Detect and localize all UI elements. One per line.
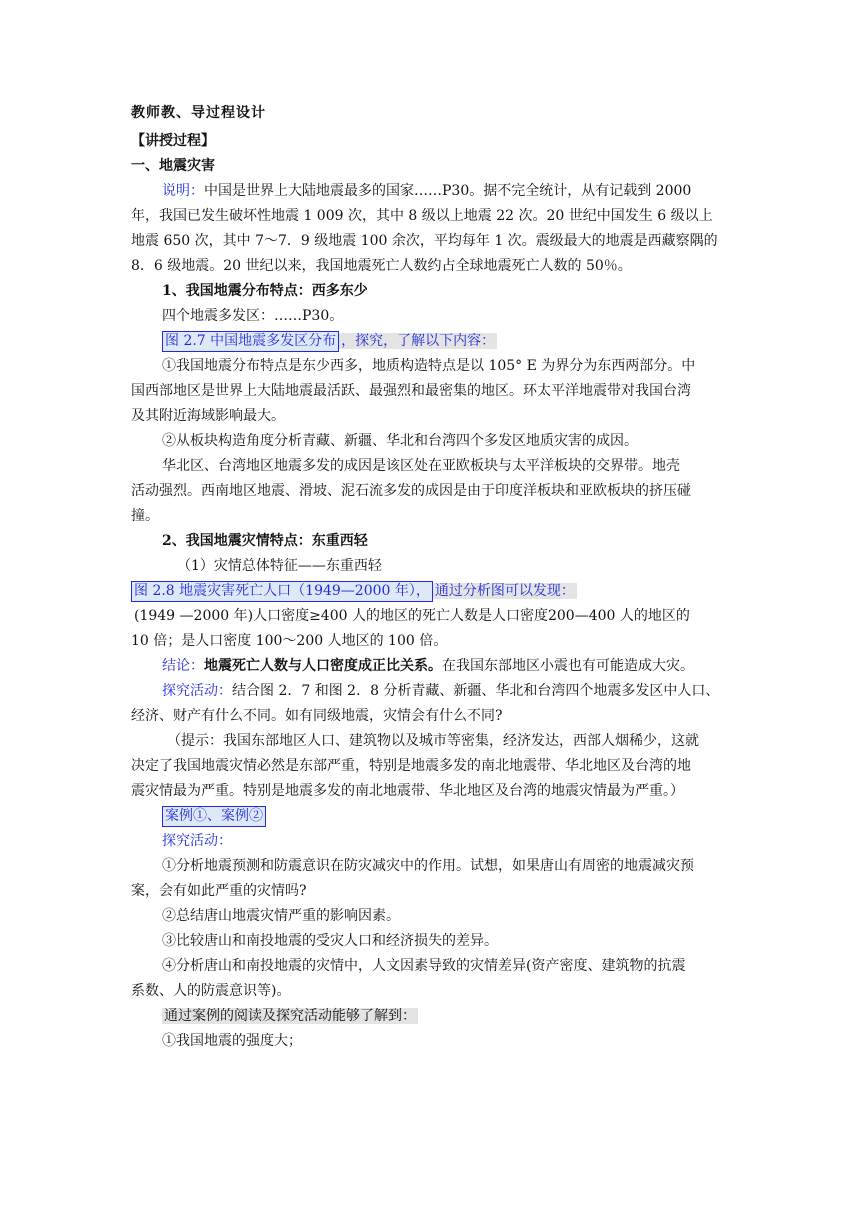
intro-text: 中国是世界上大陆地震最多的国家……P30。据不完全统计，从有记载到 2000 xyxy=(204,183,692,199)
conclusion-rest: 在我国东部地区小震也有可能造成大灾。 xyxy=(442,658,694,674)
document-body xyxy=(131,101,733,1054)
intro-label: 说明： xyxy=(162,183,204,199)
question-4-line-1: ④分析唐山和南投地震的灾情中，人文因素导致的灾情差异(资产密度、建筑物的抗震 xyxy=(162,958,686,974)
conclusion-line xyxy=(131,654,733,679)
question-2: ②总结唐山地震灾情严重的影响因素。 xyxy=(162,908,400,924)
explore-line-2: 经济、财产有什么不同。如有同级地震，灾情会有什么不同? xyxy=(131,708,503,724)
cases-line xyxy=(131,804,733,829)
conclusion-label: 结论： xyxy=(162,658,204,674)
zones-line: 四个地震多发区：……P30。 xyxy=(162,308,344,324)
figure-2-7-link[interactable]: 图 2.7 中国地震多发区分布 xyxy=(162,331,339,352)
stat-line-1: (1949 —2000 年)人口密度≥400 人的地区的死亡人数是人口密度200—400 人的地区的 xyxy=(134,608,690,624)
figure-2-7-suffix: ，探究，了解以下内容： xyxy=(341,333,496,349)
figure-2-8-line xyxy=(131,579,733,604)
question-3: ③比较唐山和南投地震的受灾人口和经济损失的差异。 xyxy=(162,933,498,949)
explore-label: 探究活动： xyxy=(162,683,232,699)
cause-line-2: 活动强烈。西南地区地震、滑坡、泥石流多发的成因是由于印度洋板块和亚欧板块的挤压碰 xyxy=(131,483,691,499)
point-1-line-1: ①我国地震分布特点是东少西多，地质构造特点是以 105° E 为界分为东西两部分。中 xyxy=(162,358,696,374)
question-1-line-2: 案，会有如此严重的灾情吗? xyxy=(131,883,307,899)
explore-text: 结合图 2．7 和图 2．8 分析青藏、新疆、华北和台湾四个地震多发区中人口、 xyxy=(232,683,720,699)
hint-line-1: （提示：我国东部地区人口、建筑物以及城市等密集，经济发达，西部人烟稀少，这就 xyxy=(167,733,699,749)
intro-line-3: 地震 650 次，其中 7～7．9 级地震 100 余次，平均每年 1 次。震级最大的地震是西藏察隅的 xyxy=(131,233,718,249)
learn-item-1: ①我国地震的强度大； xyxy=(162,1033,302,1049)
hint-line-2: 决定了我国地震灾情必然是东部严重，特别是地震多发的南北地震带、华北地区及台湾的地 xyxy=(131,758,691,774)
question-1-line-1: ①分析地震预测和防震意识在防灾减灾中的作用。试想，如果唐山有周密的地震减灾预 xyxy=(162,858,694,874)
subsection-2-title: 2、我国地震灾情特点：东重西轻 xyxy=(162,533,368,549)
conclusion-bold: 地震死亡人数与人口密度成正比关系。 xyxy=(204,658,442,674)
stat-line-2: 10 倍；是人口密度 100～200 人地区的 100 倍。 xyxy=(131,633,448,649)
page-heading: 教师教、导过程设计 xyxy=(131,105,266,121)
intro-line-1 xyxy=(131,179,733,204)
cause-line-3: 撞。 xyxy=(131,508,159,524)
cause-line-1: 华北区、台湾地区地震多发的成因是该区处在亚欧板块与太平洋板块的交界带。地壳 xyxy=(162,458,680,474)
explore2-label: 探究活动： xyxy=(162,833,232,849)
section-title: 一、地震灾害 xyxy=(131,158,215,174)
process-label: 【讲授过程】 xyxy=(131,133,215,149)
subsection-1-title: 1、我国地震分布特点：西多东少 xyxy=(162,283,368,299)
point-1-line-2: 国西部地区是世界上大陆地震最活跃、最强烈和最密集的地区。环太平洋地震带对我国台湾 xyxy=(131,383,691,399)
intro-line-2: 年，我国已发生破坏性地震 1 009 次，其中 8 级以上地震 22 次。20 世纪中国发生 6 级以上 xyxy=(131,208,713,224)
explore-line-1 xyxy=(131,679,733,704)
figure-2-7-line xyxy=(131,329,733,354)
question-4-line-2: 系数、人的防震意识等)。 xyxy=(131,983,291,999)
point-2-line: ②从板块构造角度分析青藏、新疆、华北和台湾四个多发区地质灾害的成因。 xyxy=(162,433,638,449)
hint-line-3: 震灾情最为严重。特别是地震多发的南北地震带、华北地区及台湾的地震灾情最为严重。） xyxy=(131,783,684,799)
learn-text: 通过案例的阅读及探究活动能够了解到： xyxy=(164,1008,416,1024)
figure-2-8-suffix: 通过分析图可以发现： xyxy=(434,583,575,599)
point-1-line-3: 及其附近海域影响最大。 xyxy=(131,408,285,424)
feature-line: （1）灾情总体特征——东重西轻 xyxy=(177,558,382,574)
figure-2-8-link[interactable]: 图 2.8 地震灾害死亡人口（1949—2000 年）， xyxy=(131,581,433,602)
intro-line-4: 8．6 级地震。20 世纪以来，我国地震死亡人数约占全球地震死亡人数的 50％。 xyxy=(131,258,632,274)
cases-link[interactable]: 案例①、案例② xyxy=(162,806,266,827)
learn-line xyxy=(131,1004,733,1029)
